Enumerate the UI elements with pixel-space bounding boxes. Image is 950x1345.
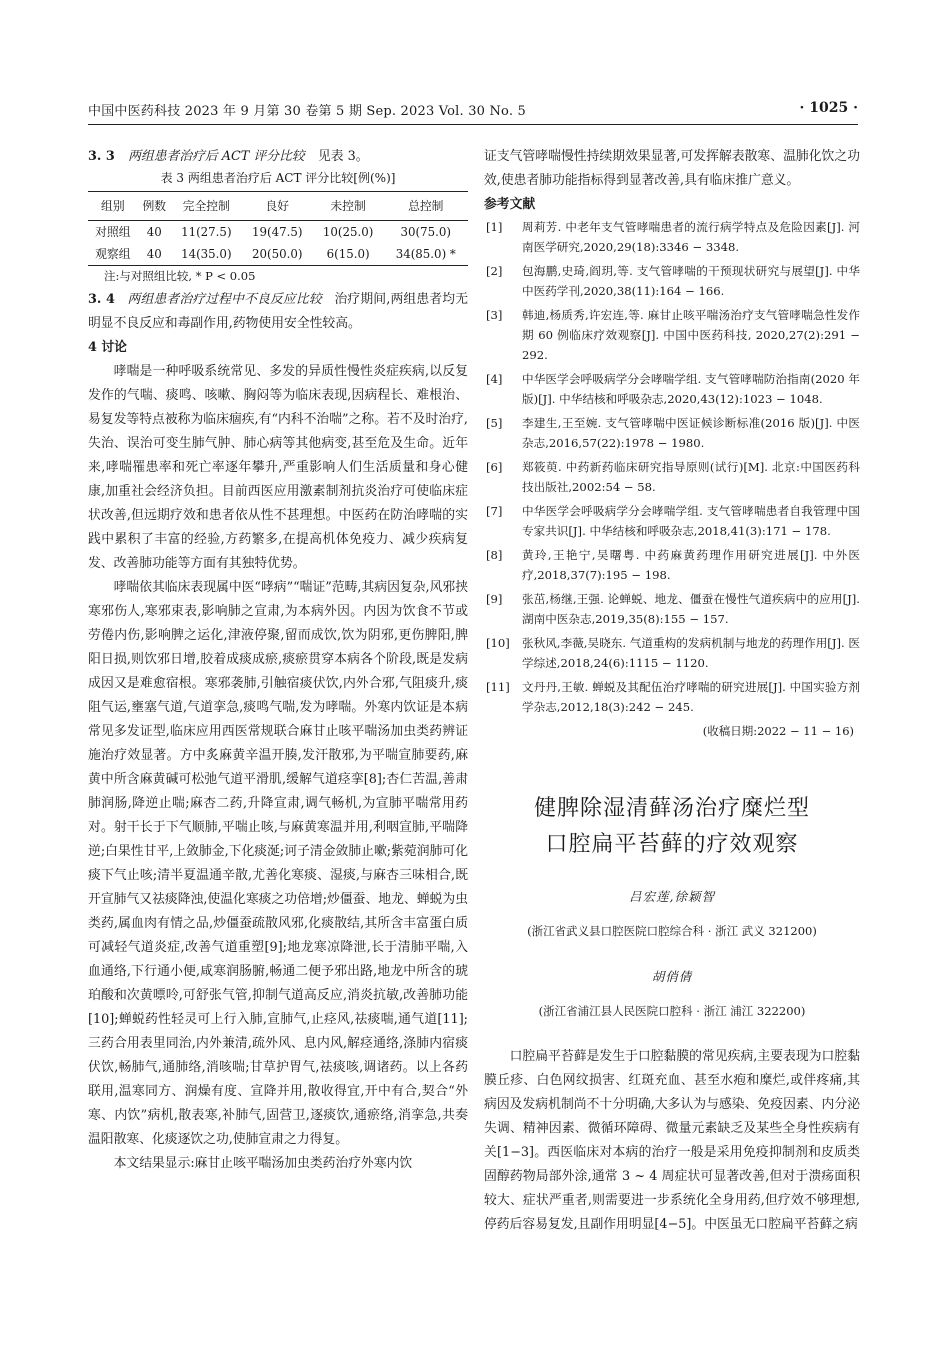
reference-text: 郑筱萸. 中药新药临床研究指导原则(试行)[M]. 北京:中国医药科技出版社,2002:54 − 58. <box>522 460 860 494</box>
table-cell: 10(25.0) <box>322 225 374 239</box>
section-tail: 见表 3。 <box>317 149 369 164</box>
table-header-cell: 组别 <box>88 192 138 221</box>
section-title: 两组患者治疗后 ACT 评分比较 <box>128 149 305 164</box>
table-cell: 40 <box>146 225 162 239</box>
table-header-cell: 完全控制 <box>171 192 242 221</box>
article-title-line: 口腔扁平苔藓的疗效观察 <box>545 832 799 857</box>
authors-group-2: 胡俏倩 <box>651 969 693 984</box>
table-header-cell: 未控制 <box>313 192 384 221</box>
table-cell: 40 <box>138 243 171 266</box>
reference-number: [5] <box>486 416 503 430</box>
article-title-line: 健脾除湿清藓汤治疗糜烂型 <box>533 796 810 821</box>
table-cell: 20(50.0) <box>242 243 313 266</box>
reference-number: [6] <box>486 460 503 474</box>
table-cell: 34(85.0) * <box>384 243 468 266</box>
section-3-4 <box>88 288 468 336</box>
reference-number: [7] <box>486 504 503 518</box>
table-cell: 11(27.5) <box>181 225 232 239</box>
reference-number: [9] <box>486 592 503 606</box>
reference-item <box>484 633 860 673</box>
table-cell: 30(75.0) <box>400 225 451 239</box>
reference-number: [8] <box>486 548 503 562</box>
table3 <box>88 191 468 266</box>
reference-text: 中华医学会呼吸病学分会哮喘学组. 支气管哮喘患者自我管理中国专家共识[J]. 中华结核和呼吸杂志,2018,41(3):171 − 178. <box>522 504 860 538</box>
right-column <box>484 145 860 1237</box>
reference-text: 韩迪,杨质秀,许宏连,等. 麻甘止咳平喘汤治疗支气管哮喘急性发作期 60 例临床疗效观察[J]. 中国中医药科技, 2020,27(2):291 − 292. <box>522 308 860 362</box>
reference-number: [4] <box>486 372 503 386</box>
reference-list <box>484 217 860 717</box>
table-cell: 对照组 <box>95 225 131 239</box>
journal-info: 中国中医药科技 2023 年 9 月第 30 卷第 5 期 Sep. 2023 Vol. 30 No. 5 <box>88 104 526 119</box>
reference-item <box>484 217 860 257</box>
discussion-paragraph-2: 哮喘依其临床表现属中医“哮病”“喘证”范畴,其病因复杂,风邪挟寒邪伤人,寒邪束表,影响肺之宣肃,为本病外因。内因为饮食不节或劳倦内伤,影响脾之运化,津液停聚,留而成饮,饮为阴邪,更伤脾阳,脾阳日损,则饮邪日增,胶着成痰成瘀,痰瘀贯穿本病各个阶段,既是发病成因又是难愈宿根。寒邪袭肺,引触宿痰伏饮,内外合邪,气阻痰升,痰阻气运,壅塞气道,气道挛急,痰鸣气喘,发为哮喘。外寒内饮证是本病常见多发证型,临床应用西医常规联合麻甘止咳平喘汤加虫类药辨证施治疗效显著。方中炙麻黄辛温开腠,发汗散邪,为平喘宣肺要药,麻黄中所含麻黄碱可松弛气道平滑肌,缓解气道痉挛[8];杏仁苦温,善肃肺润肠,降逆止喘;麻杏二药,升降宣肃,调气畅机,为宣肺平喘常用药对。射干长于下气顺肺,平喘止咳,与麻黄寒温并用,利咽宣肺,平喘降逆;白果性甘平,上敛肺金,下化痰涎;诃子清金敛肺止嗽;紫菀润肺可化痰下气止咳;清半夏温通辛散,尤善化寒痰、湿痰,与麻杏三味相合,既开宣肺气又祛痰降浊,使温化寒痰之功倍增;炒僵蚕、地龙、蝉蜕为虫类药,属血肉有情之品,炒僵蚕疏散风邪,化痰散结,其所含丰富蛋白质可减轻气道炎症,改善气道重塑[9];地龙寒凉降泄,长于清肺平喘,入血通络,下行通小便,咸寒润肠腑,畅通二便予邪出路,地龙中所含的琥珀酸和次黄嘌呤,可舒张气管,抑制气道高反应,消炎抗敏,改善肺功能[10];蝉蜕药性轻灵可上行入肺,宣肺气,止痉风,祛痰喘,通气道[11];三药合用表里同治,内外兼清,疏外风、息内风,解痉通络,涤肺内宿痰伏饮,畅肺气,通肺络,消咳喘;甘草护胃气,祛痰咳,调诸药。以上各药联用,温寒同方、润燥有度、宣降并用,散收得宜,开中有合,契合“外寒、内饮”病机,散表寒,补肺气,固营卫,逐痰饮,通瘀络,消挛急,共奏温阳散寒、化痰逐饮之功,使肺宣肃之力得复。 <box>88 580 468 1147</box>
table3-caption: 表 3 两组患者治疗后 ACT 评分比较[例(%)] <box>160 171 396 185</box>
reference-number: [11] <box>486 680 510 694</box>
reference-text: 中华医学会呼吸病学分会哮喘学组. 支气管哮喘防治指南(2020 年版)[J]. 中华结核和呼吸杂志,2020,43(12):1023 − 1048. <box>522 372 860 406</box>
table-header-cell: 良好 <box>242 192 313 221</box>
discussion-paragraph-3: 本文结果显示:麻甘止咳平喘汤加虫类药治疗外寒内饮 <box>113 1156 413 1171</box>
reference-text: 周莉芳. 中老年支气管哮喘患者的流行病学特点及危险因素[J]. 河南医学研究,2020,29(18):3346 − 3348. <box>522 220 860 254</box>
reference-item <box>484 305 860 365</box>
section-4-heading: 4 讨论 <box>88 340 127 355</box>
reference-text: 张秋风,李薇,吴晓东. 气道重构的发病机制与地龙的药理作用[J]. 医学综述,2018,24(6):1115 − 1120. <box>522 636 860 670</box>
table-row <box>88 221 468 244</box>
article-intro-paragraph: 口腔扁平苔藓是发生于口腔黏膜的常见疾病,主要表现为口腔黏膜丘疹、白色网纹损害、红斑充血、甚至水疱和糜烂,或伴疼痛,其病因及发病机制尚不十分明确,大多认为与感染、免疫因素、内分泌失调、精神因素、微循环障碍、微量元素缺乏及某些全身性疾病有关[1−3]。西医临床对本病的治疗一般是采用免疫抑制剂和皮质类固醇药物局部外涂,通常 3 ~ 4 周症状可显著改善,但对于溃疡面积较大、症状严重者,则需要进一步系统化全身用药,但疗效不够理想,停药后容易复发,且副作用明显[4−5]。中医虽无口腔扁平苔藓之病 <box>484 1049 860 1232</box>
section-body: 治疗期间,两组患者均无明显不良反应和毒副作用,药物使用安全性较高。 <box>88 292 469 331</box>
discussion-paragraph-1: 哮喘是一种呼吸系统常见、多发的异质性慢性炎症疾病,以反复发作的气喘、痰鸣、咳嗽、胸闷等为临床表现,因病程长、难根治、易复发等特点被称为临床痼疾,有“内科不治喘”之称。若不及时治疗,失治、误治可变生肺气肿、肺心病等其他病变,甚至危及生命。近年来,哮喘罹患率和死亡率逐年攀升,严重影响人们生活质量和身心健康,加重社会经济负担。目前西医应用激素制剂抗炎治疗可使临床症状改善,但远期疗效和患者依从性不甚理想。中医药在防治哮喘的实践中累积了丰富的经验,方药繁多,在提高机体免疫力、减少疾病复发、改善肺功能等方面有其独特优势。 <box>88 364 468 571</box>
table-cell: 14(35.0) <box>171 243 242 266</box>
table-row <box>88 243 468 266</box>
table-header-cell: 总控制 <box>384 192 468 221</box>
authors-group-1: 吕宏莲,徐颖智 <box>629 889 715 904</box>
table-cell: 19(47.5) <box>251 225 303 239</box>
section-title: 两组患者治疗过程中不良反应比较 <box>127 292 322 307</box>
reference-number: [1] <box>486 220 503 234</box>
table-cell: 观察组 <box>88 243 138 266</box>
spacer <box>484 1023 860 1045</box>
section-number: 3. 3 <box>88 149 115 164</box>
reference-item <box>484 261 860 301</box>
discussion-continuation: 证支气管哮喘慢性持续期效果显著,可发挥解表散寒、温肺化饮之功效,使患者肺功能指标得到显著改善,具有临床推广意义。 <box>484 149 860 188</box>
reference-item <box>484 413 860 453</box>
affiliation-1: (浙江省武义县口腔医院口腔综合科 · 浙江 武义 321200) <box>527 924 817 938</box>
table-cell: 6(15.0) <box>313 243 384 266</box>
reference-item <box>484 545 860 585</box>
reference-item <box>484 369 860 409</box>
left-column <box>88 145 468 1176</box>
reference-item <box>484 457 860 497</box>
reference-text: 文丹丹,王敏. 蝉蜕及其配伍治疗哮喘的研究进展[J]. 中国实验方剂学杂志,2012,18(3):242 − 245. <box>522 680 860 714</box>
section-number: 3. 4 <box>88 292 115 307</box>
reference-text: 包海鹏,史琦,阎玥,等. 支气管哮喘的干预现状研究与展望[J]. 中华中医药学刊,2020,38(11):164 − 166. <box>522 264 860 298</box>
reference-text: 张茁,杨继,王强. 论蝉蜕、地龙、僵蚕在慢性气道疾病中的应用[J]. 湖南中医杂志,2019,35(8):155 − 157. <box>522 592 860 626</box>
table-header-row <box>88 192 468 221</box>
reference-number: [10] <box>486 636 510 650</box>
page-number: · 1025 · <box>799 100 858 116</box>
reference-text: 李建生,王至婉. 支气管哮喘中医证候诊断标准(2016 版)[J]. 中医杂志,2016,57(22):1978 − 1980. <box>522 416 860 450</box>
reference-text: 黄玲,王艳宁,吴曙粤. 中药麻黄药理作用研究进展[J]. 中外医疗,2018,37(7):195 − 198. <box>522 548 860 582</box>
table-header-cell: 例数 <box>138 192 171 221</box>
references-heading: 参考文献 <box>484 197 536 212</box>
table3-note: 注:与对照组比较, * P < 0.05 <box>104 269 256 283</box>
reference-number: [2] <box>486 264 503 278</box>
section-3-3-heading <box>88 145 468 169</box>
article-title <box>484 791 860 863</box>
reference-item <box>484 677 860 717</box>
received-date: (收稿日期:2022 − 11 − 16) <box>702 724 854 738</box>
reference-item <box>484 501 860 541</box>
reference-item <box>484 589 860 629</box>
header-rule <box>88 124 858 125</box>
affiliation-2: (浙江省浦江县人民医院口腔科 · 浙江 浦江 322200) <box>538 1004 806 1018</box>
reference-number: [3] <box>486 308 503 322</box>
